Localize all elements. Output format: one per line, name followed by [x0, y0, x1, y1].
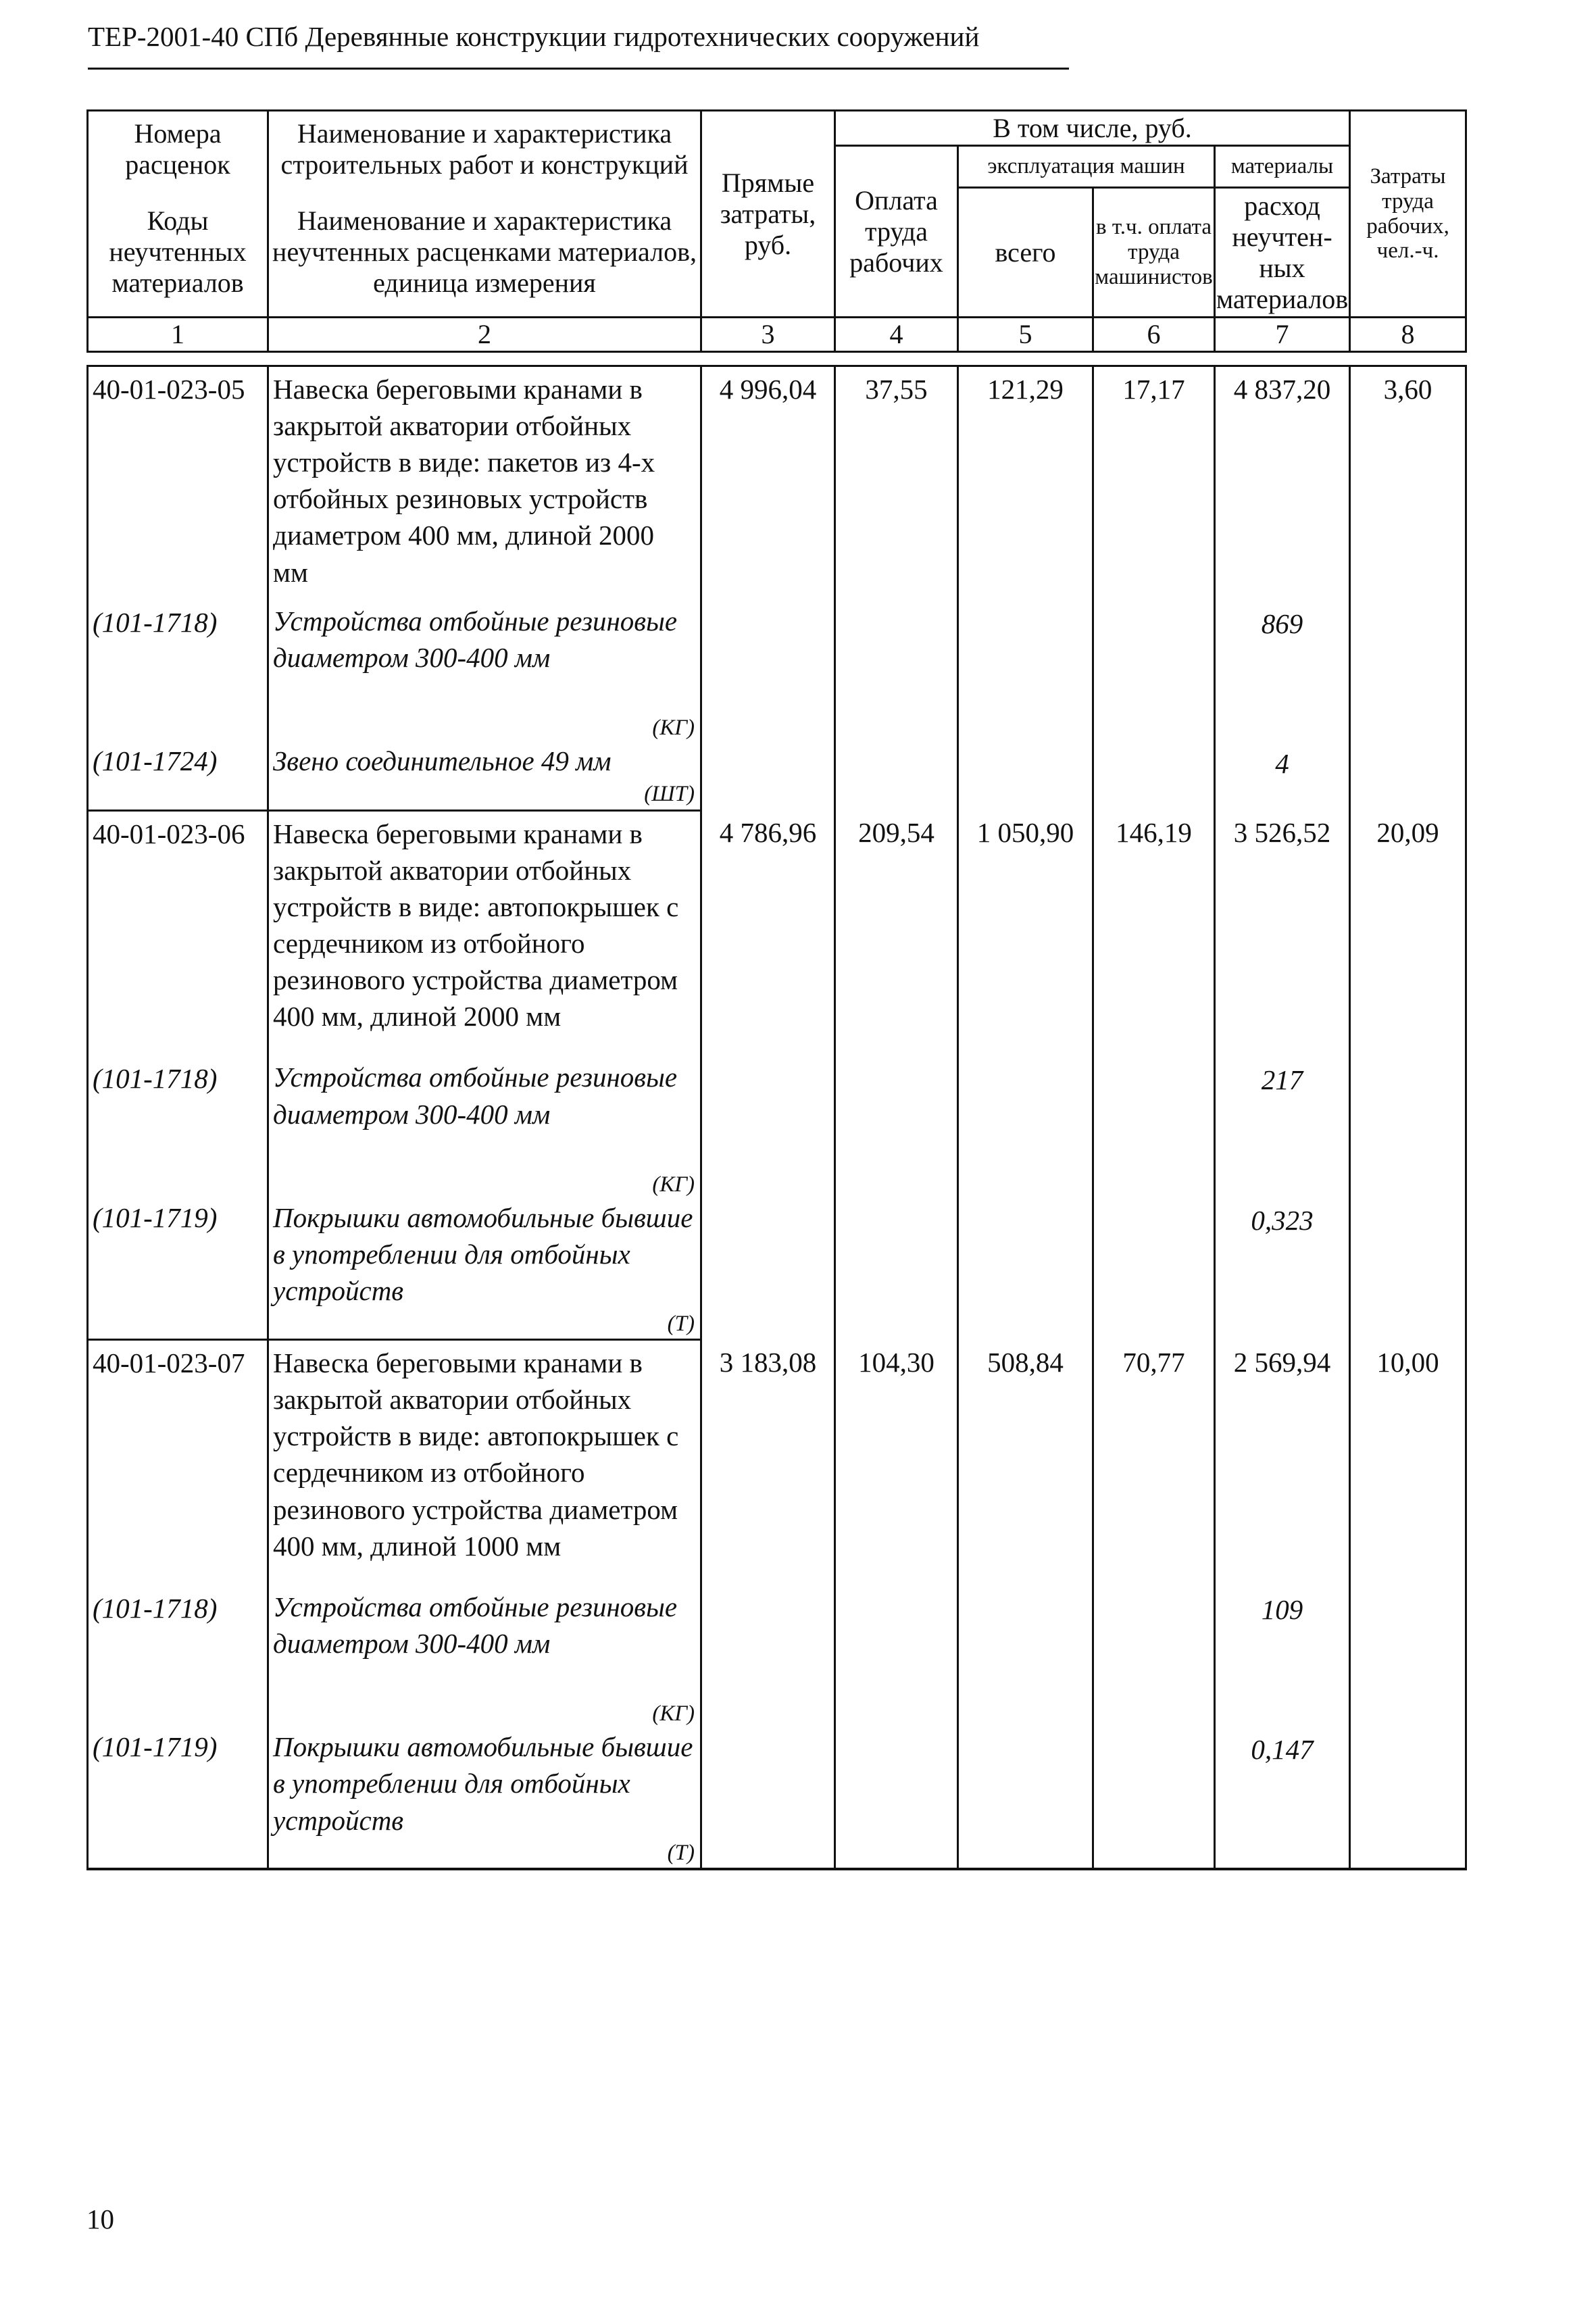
material-name: Устройства отбойные резиновые диаметром 300-400 мм: [273, 605, 678, 673]
header-labor-hours: Затраты труда рабочих, чел.-ч.: [1350, 111, 1466, 318]
page-number: 10: [86, 2204, 114, 2235]
material-quantity: 0,147: [1215, 1728, 1350, 1869]
header-materials: материалы: [1215, 146, 1350, 188]
material-row: [88, 1047, 1466, 1199]
header-col-number: 3: [701, 318, 835, 352]
direct-costs: 4 786,96: [701, 810, 835, 1047]
material-code: (101-1718): [88, 1047, 268, 1199]
material-code: (101-1724): [88, 743, 268, 810]
header-table: [86, 109, 1467, 353]
materials-cost: 2 569,94: [1215, 1340, 1350, 1576]
labor-pay: 104,30: [835, 1340, 958, 1576]
rate-code: 40-01-023-07: [88, 1340, 268, 1576]
material-unit: (КГ): [652, 1701, 695, 1726]
material-unit: (Т): [667, 1311, 695, 1336]
machinist-pay: 146,19: [1093, 810, 1215, 1047]
material-row: [88, 743, 1466, 810]
header-material-name: Наименование и характеристика неучтенных расценками материалов, единица измерения: [268, 188, 701, 318]
material-unit: (ШТ): [644, 781, 695, 806]
labor-pay: 209,54: [835, 810, 958, 1047]
machinist-pay: 17,17: [1093, 366, 1215, 591]
header-direct-costs: Прямые затраты, руб.: [701, 111, 835, 318]
rate-row: [88, 1340, 1466, 1576]
labor-hours: 20,09: [1350, 810, 1466, 1047]
direct-costs: 3 183,08: [701, 1340, 835, 1576]
material-quantity: 869: [1215, 591, 1350, 743]
materials-cost: 3 526,52: [1215, 810, 1350, 1047]
material-unit: (КГ): [652, 1172, 695, 1197]
page-title: ТЕР-2001-40 СПб Деревянные конструкции гидротехнических сооружений: [88, 21, 980, 52]
material-quantity: 0,323: [1215, 1199, 1350, 1339]
material-name: Звено соединительное 49 мм: [273, 745, 612, 777]
header-group-including: В том числе, руб.: [835, 111, 1350, 146]
material-name: Устройства отбойные резиновые диаметром 300-400 мм: [273, 1062, 678, 1130]
machines-total: 121,29: [958, 366, 1093, 591]
title-rule: [88, 68, 1069, 70]
rate-code: 40-01-023-06: [88, 810, 268, 1047]
header-col-number: 8: [1350, 318, 1466, 352]
material-quantity: 109: [1215, 1576, 1350, 1729]
labor-hours: 3,60: [1350, 366, 1466, 591]
header-col-number: 2: [268, 318, 701, 352]
direct-costs: 4 996,04: [701, 366, 835, 591]
material-code: (101-1718): [88, 591, 268, 743]
labor-hours: 10,00: [1350, 1340, 1466, 1576]
material-unit: (Т): [667, 1840, 695, 1865]
machines-total: 508,84: [958, 1340, 1093, 1576]
header-labor-pay: Оплата труда рабочих: [835, 146, 958, 318]
material-code: (101-1719): [88, 1728, 268, 1869]
material-row: [88, 1576, 1466, 1729]
header-machines: эксплуатация машин: [958, 146, 1215, 188]
machines-total: 1 050,90: [958, 810, 1093, 1047]
material-code: (101-1719): [88, 1199, 268, 1339]
header-col-number: 5: [958, 318, 1093, 352]
header-material-codes: Коды неучтенных материалов: [88, 188, 268, 318]
header-rate-numbers: Номера расценок: [88, 111, 268, 188]
header-machinist-pay: в т.ч. оплата труда машинистов: [1093, 188, 1215, 318]
material-name: Устройства отбойные резиновые диаметром 300-400 мм: [273, 1591, 678, 1659]
material-unit: (КГ): [652, 715, 695, 740]
rate-description: Навеска береговыми кранами в закрытой акватории отбойных устройств в виде: автопокрышек с сердечником из отбойного резинового устройства диаметром 400 мм, длиной 1000 мм: [268, 1340, 701, 1576]
rate-description: Навеска береговыми кранами в закрытой акватории отбойных устройств в виде: пакетов из 4-х отбойных резиновых устройств диаметром 400 мм, длиной 2000 мм: [268, 366, 701, 591]
material-row: [88, 1199, 1466, 1339]
rate-row: [88, 810, 1466, 1047]
material-code: (101-1718): [88, 1576, 268, 1729]
rate-code: 40-01-023-05: [88, 366, 268, 591]
header-col-number: 6: [1093, 318, 1215, 352]
rate-description: Навеска береговыми кранами в закрытой акватории отбойных устройств в виде: автопокрышек с сердечником из отбойного резинового устройства диаметром 400 мм, длиной 2000 мм: [268, 810, 701, 1047]
rate-row: [88, 366, 1466, 591]
labor-pay: 37,55: [835, 366, 958, 591]
material-name: Покрышки автомобильные бывшие в употреблении для отбойных устройств: [273, 1202, 693, 1307]
material-quantity: 4: [1215, 743, 1350, 810]
material-quantity: 217: [1215, 1047, 1350, 1199]
machinist-pay: 70,77: [1093, 1340, 1215, 1576]
rates-table: [86, 365, 1467, 1870]
material-name: Покрышки автомобильные бывшие в употреблении для отбойных устройств: [273, 1731, 693, 1836]
header-work-name: Наименование и характеристика строительных работ и конструкций: [268, 111, 701, 188]
header-col-number: 1: [88, 318, 268, 352]
material-row: [88, 1728, 1466, 1869]
materials-cost: 4 837,20: [1215, 366, 1350, 591]
header-col-number: 7: [1215, 318, 1350, 352]
header-machines-total: всего: [958, 188, 1093, 318]
material-row: [88, 591, 1466, 743]
header-unaccounted-materials: расход неучтен-ных материалов: [1215, 188, 1350, 318]
header-col-number: 4: [835, 318, 958, 352]
